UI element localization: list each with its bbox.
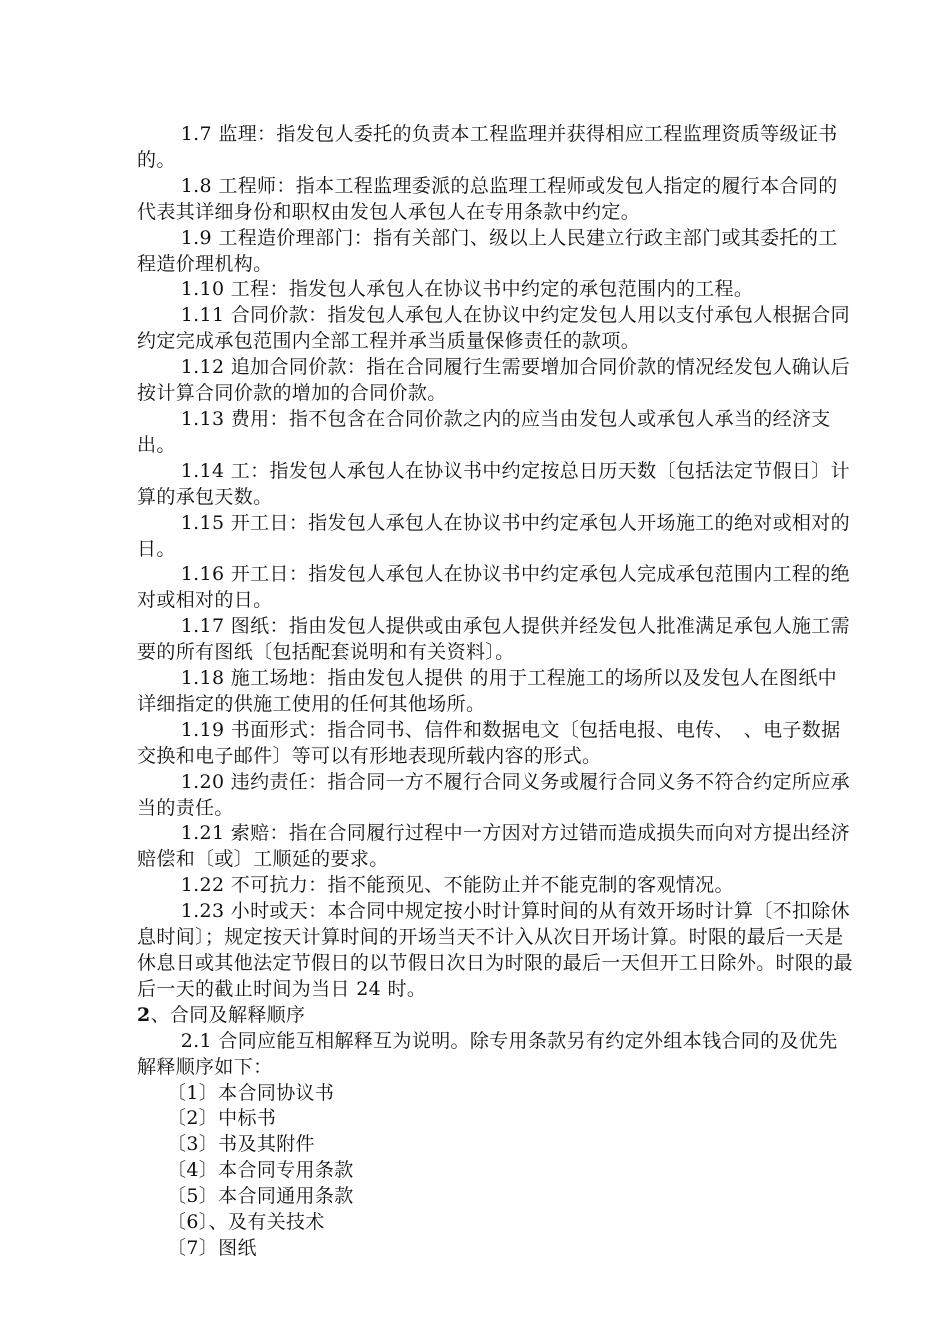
definition-1-18: 1.18 施工场地：指由发包人提供 的用于工程施工的场所以及发包人在图纸中详细指定的供施工使用的任何其他场所。 [137,667,838,715]
definition-1-12: 1.12 追加合同价款：指在合同履行生需要增加合同价款的情况经发包人确认后按计算合同价款的增加的合同价款。 [137,356,850,405]
document-page [137,122,855,1262]
priority-order-list [137,1081,855,1262]
definition-1-7: 1.7 监理：指发包人委托的负责本工程监理并获得相应工程监理资质等级证书的。 [137,123,838,171]
definition-1-23: 1.23 小时或天：本合同中规定按小时计算时间的从有效开场时计算〔不扣除休息时间〕；规定按天计算时间的开场当天不计入从次日开场计算。时限的最后一天是休息日或其他法定节假日的以节假日次日为时限的最后一天但开工日除外。时限的最后一天的截止时间为当日 24 时。 [137,900,853,1000]
list-item: 〔3〕书及其附件 [167,1133,315,1156]
list-item: 〔7〕图纸 [167,1236,257,1259]
definition-1-9: 1.9 工程造价理部门：指有关部门、级以上人民建立行政主部门或其委托的工程造价理机构。 [137,226,838,275]
definitions-list [137,122,855,1003]
definition-1-21: 1.21 索赔：指在合同履行过程中一方因对方过错而造成损失而向对方提出经济赔偿和〔或〕工顺延的要求。 [137,822,850,871]
list-item: 〔6〕、及有关技术 [167,1211,325,1234]
definition-1-10: 1.10 工程：指发包人承包人在协议书中约定的承包范围内的工程。 [180,278,754,301]
definition-1-14: 1.14 工：指发包人承包人在协议书中约定按总日历天数〔包括法定节假日〕计算的承包天数。 [137,459,850,508]
definition-1-20: 1.20 违约责任：指合同一方不履行合同义务或履行合同义务不符合约定所应承当的责任。 [137,770,850,819]
definition-1-19: 1.19 书面形式：指合同书、信件和数据电文〔包括电报、电传、 、电子数据交换和电子邮件〕等可以有形地表现所载内容的形式。 [137,718,841,767]
definition-1-15: 1.15 开工日：指发包人承包人在协议书中约定承包人开场施工的绝对或相对的日。 [137,511,850,560]
section-2-heading [137,1003,855,1029]
definition-1-8: 1.8 工程师：指本工程监理委派的总监理工程师或发包人指定的履行本合同的代表其详细身份和职权由发包人承包人在专用条款中约定。 [137,174,838,223]
list-item: 〔4〕本合同专用条款 [167,1159,354,1182]
section-2-number: 2 [137,1003,151,1026]
definition-1-16: 1.16 开工日：指发包人承包人在协议书中约定承包人完成承包范围内工程的绝对或相对的日。 [137,563,850,612]
definition-1-22: 1.22 不可抗力：指不能预见、不能防止并不能克制的客观情况。 [180,874,734,897]
definition-1-13: 1.13 费用：指不包含在合同价款之内的应当由发包人或承包人承当的经济支出。 [137,407,831,456]
list-item: 〔2〕中标书 [167,1107,277,1130]
section-2-1-intro: 2.1 合同应能互相解释互为说明。除专用条款另有约定外组本钱合同的及优先解释顺序如下： [137,1029,838,1078]
section-2-title: 、合同及解释顺序 [150,1003,306,1026]
definition-1-17: 1.17 图纸：指由发包人提供或由承包人提供并经发包人批准满足承包人施工需要的所有图纸〔包括配套说明和有关资料〕。 [137,615,850,664]
definition-1-11: 1.11 合同价款：指发包人承包人在协议中约定发包人用以支付承包人根据合同约定完成承包范围内全部工程并承当质量保修责任的款项。 [137,304,850,353]
list-item: 〔1〕本合同协议书 [167,1081,335,1104]
list-item: 〔5〕本合同通用条款 [167,1185,354,1208]
